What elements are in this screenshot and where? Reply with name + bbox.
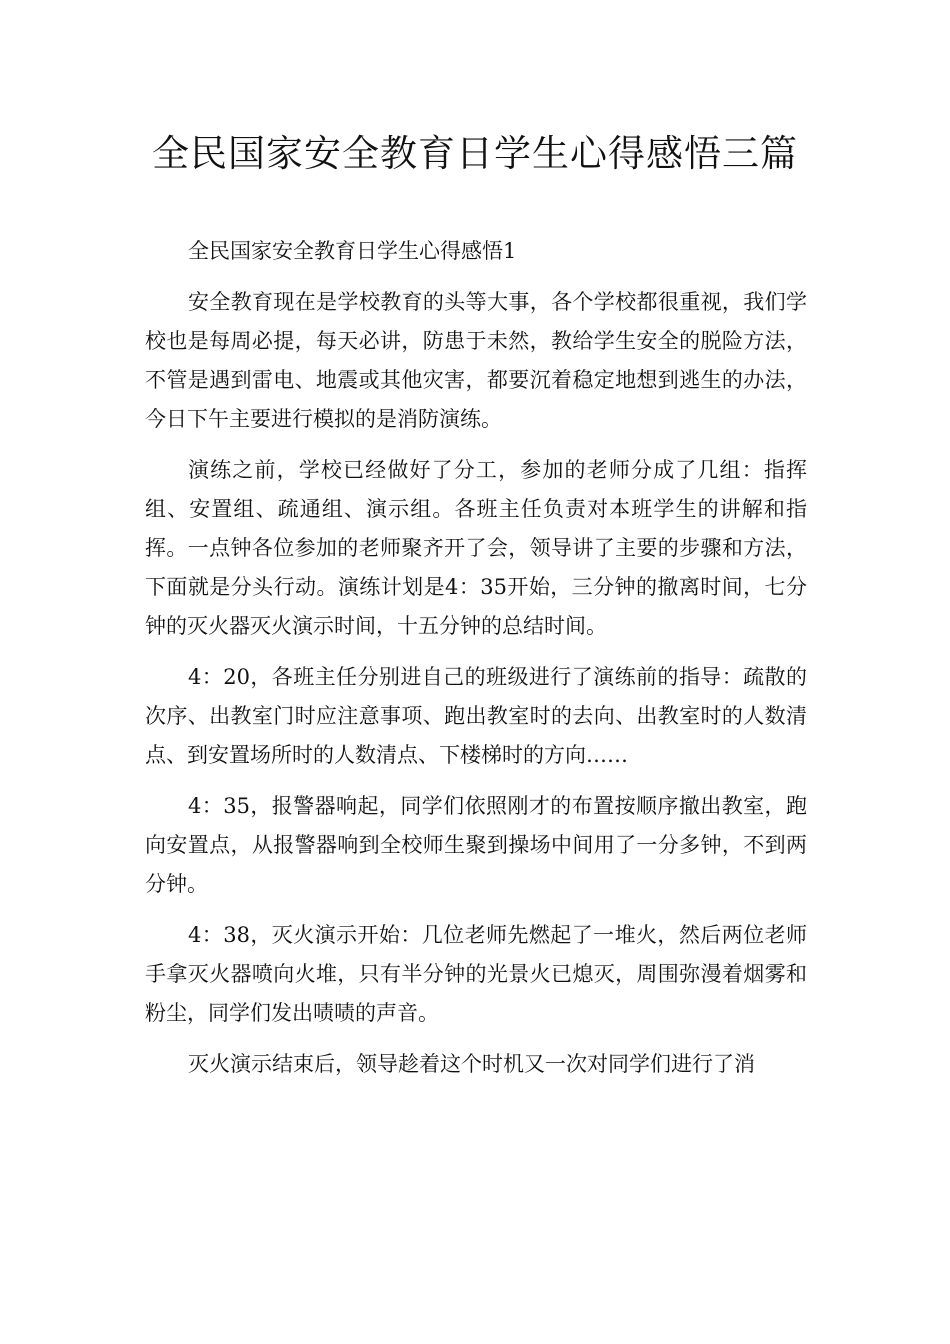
paragraph: 灭火演示结束后，领导趁着这个时机又一次对同学们进行了消 (188, 1052, 755, 1076)
document-title: 全民国家安全教育日学生心得感悟三篇 (152, 132, 798, 175)
paragraph: 演练之前，学校已经做好了分工，参加的老师分成了几组：指挥组、安置组、疏通组、演示组。各班主任负责对本班学生的讲解和指挥。一点钟各位参加的老师聚齐开了会，领导讲了主要的步骤和方法，下面就是分头行动。演练计划是4：35开始，三分钟的撤离时间，七分钟的灭火器灭火演示时间，十五分钟的总结时间。 (145, 458, 807, 638)
document-body (145, 232, 807, 1096)
section-heading: 全民国家安全教育日学生心得感悟1 (188, 239, 517, 263)
paragraph: 4：38，灭火演示开始：几位老师先燃起了一堆火，然后两位老师手拿灭火器喷向火堆，只有半分钟的光景火已熄灭，周围弥漫着烟雾和粉尘，同学们发出啧啧的声音。 (145, 923, 807, 1025)
paragraph: 4：35，报警器响起，同学们依照刚才的布置按顺序撤出教室，跑向安置点，从报警器响到全校师生聚到操场中间用了一分多钟，不到两分钟。 (145, 794, 807, 896)
paragraph: 4：20，各班主任分别进自己的班级进行了演练前的指导：疏散的次序、出教室门时应注意事项、跑出教室时的去向、出教室时的人数清点、到安置场所时的人数清点、下楼梯时的方向…… (145, 665, 807, 767)
paragraph: 安全教育现在是学校教育的头等大事，各个学校都很重视，我们学校也是每周必提，每天必讲，防患于未然，教给学生安全的脱险方法，不管是遇到雷电、地震或其他灾害，都要沉着稳定地想到逃生的办法，今日下午主要进行模拟的是消防演练。 (145, 290, 807, 431)
